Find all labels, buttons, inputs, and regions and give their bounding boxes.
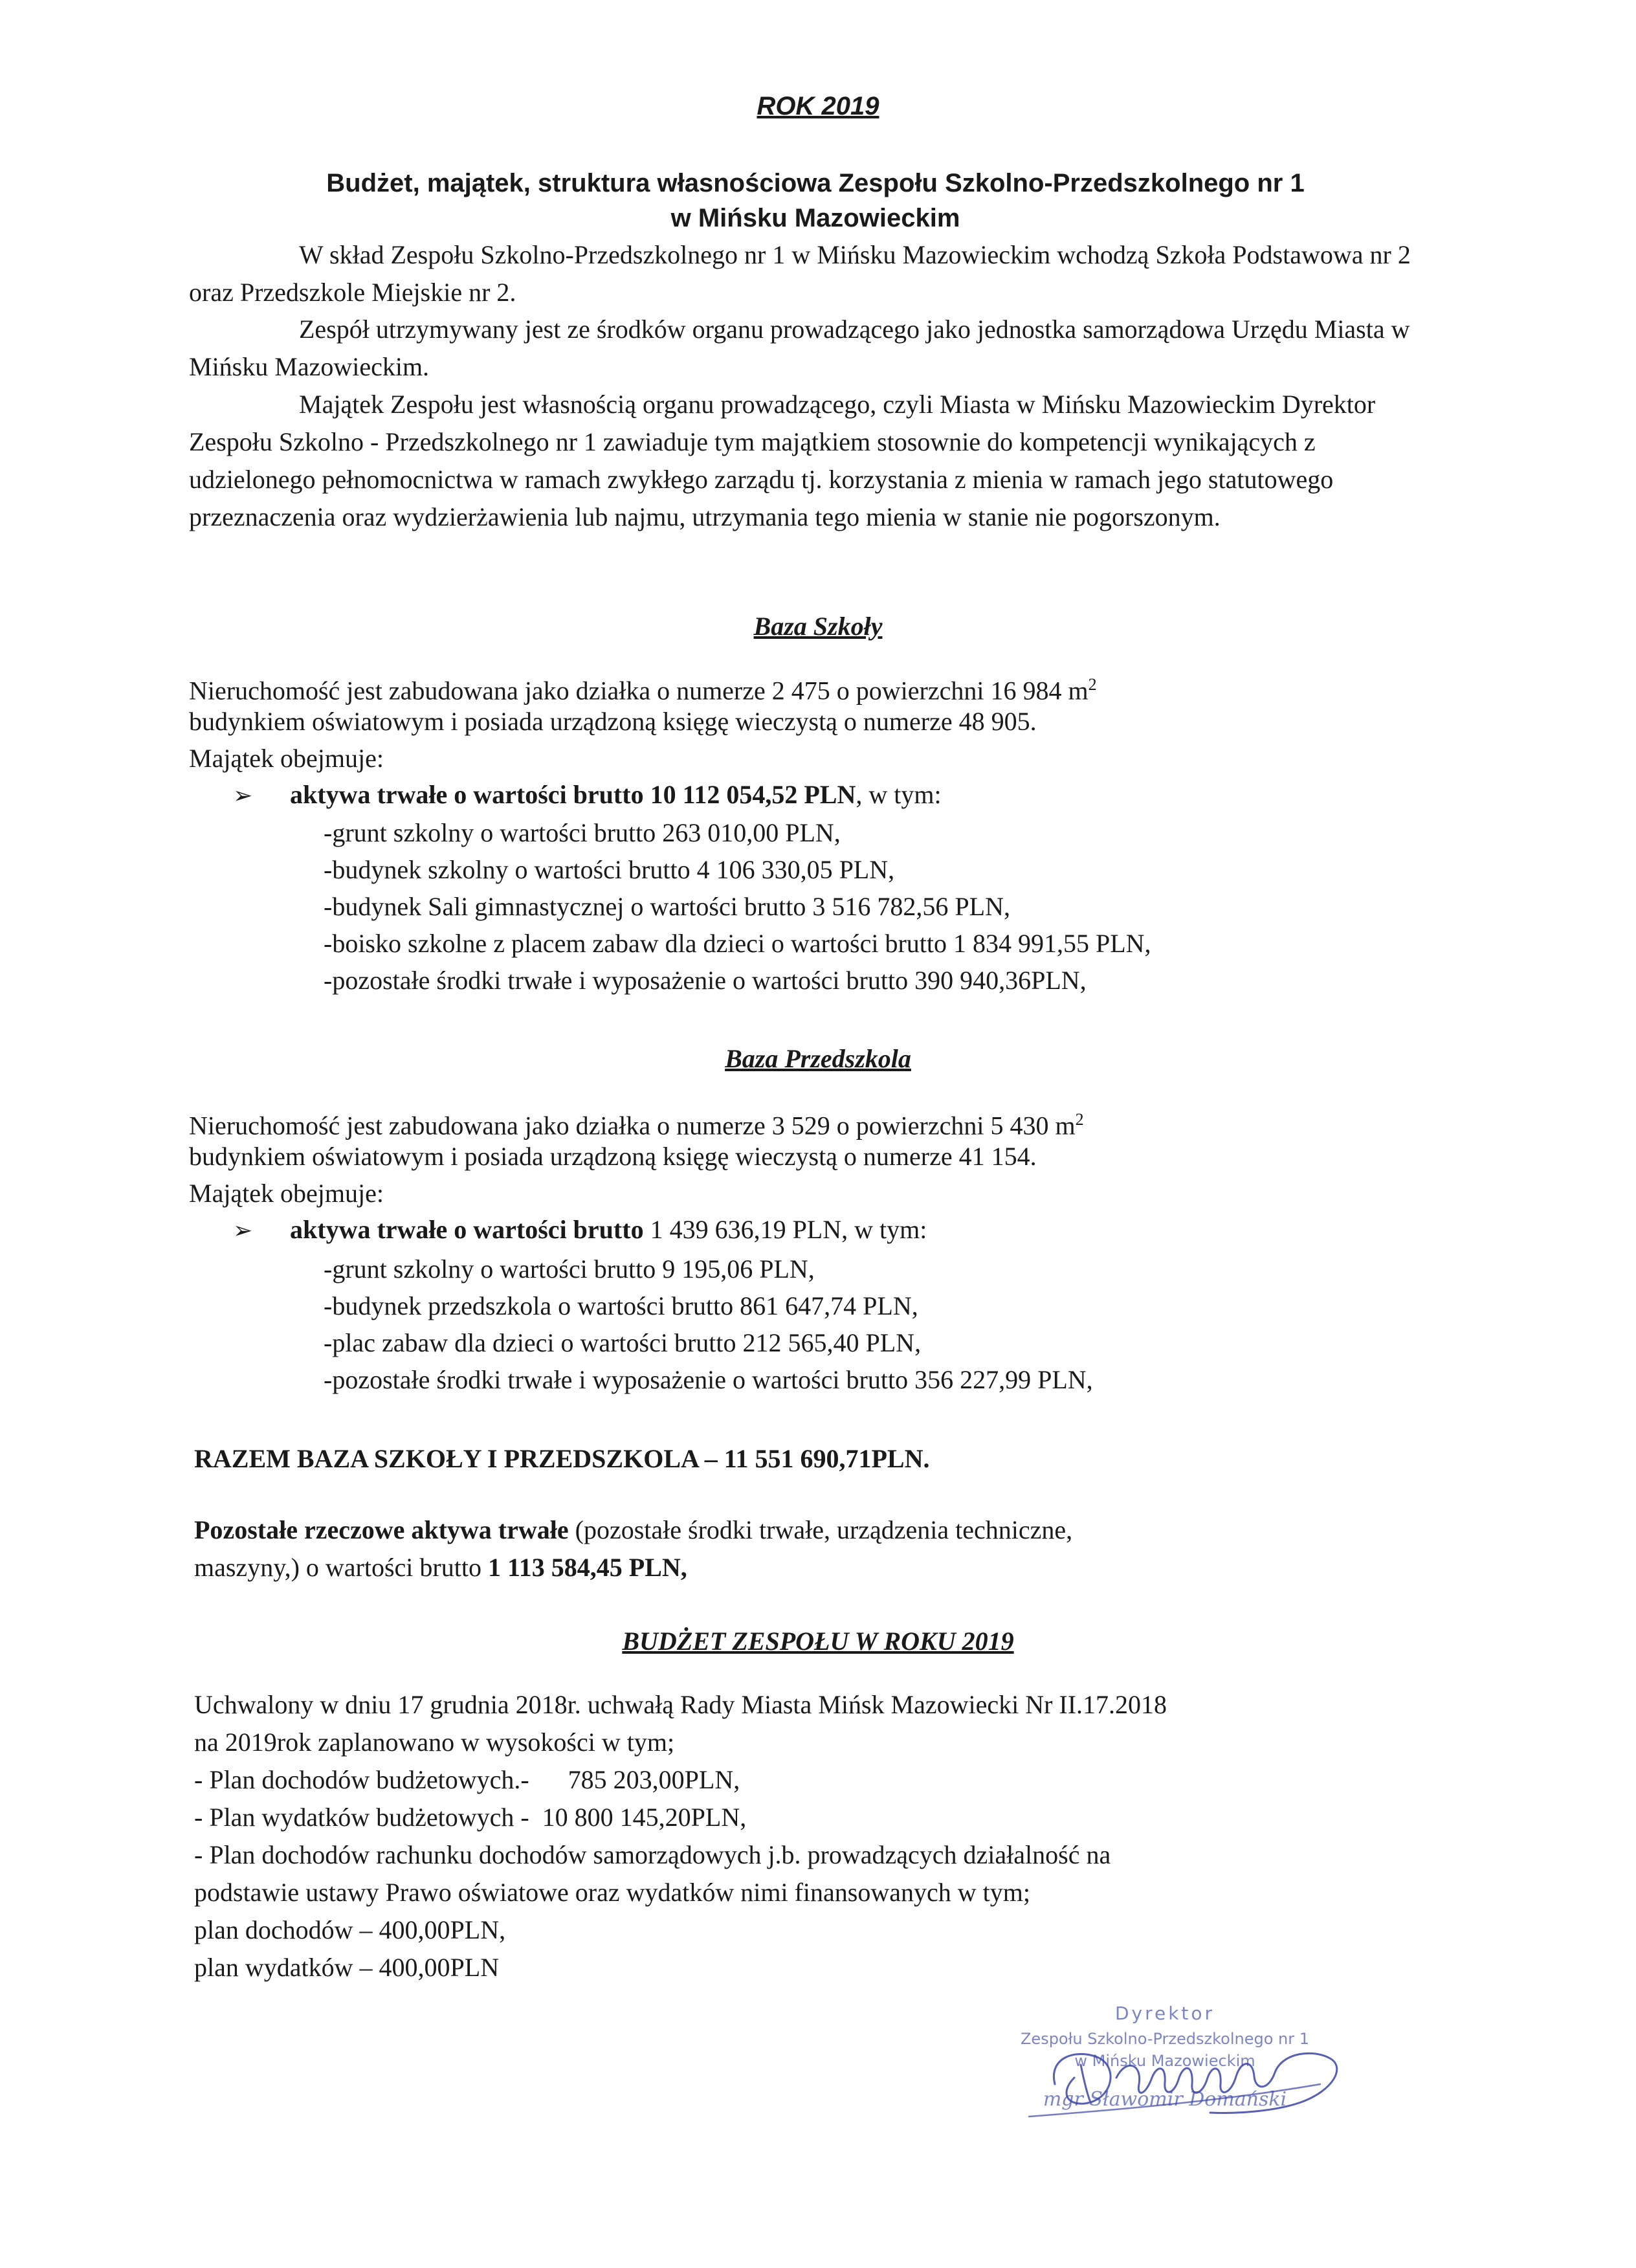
school-fixed-assets-suffix: , w tym: xyxy=(856,780,942,809)
budget-line: plan dochodów – 400,00PLN, xyxy=(194,1915,506,1944)
other-assets-value-label: maszyny,) o wartości brutto xyxy=(194,1553,488,1582)
preschool-assets-list xyxy=(324,1251,1093,1398)
school-plot-text: Nieruchomość jest zabudowana jako działka o numerze 2 475 o powierzchni 16 984 m xyxy=(189,676,1089,706)
stamp-title: Dyrektor xyxy=(1114,2003,1215,2024)
budget-line: podstawie ustawy Prawo oświatowe oraz wydatków nimi finansowanych w tym; xyxy=(194,1878,1030,1907)
school-plot-description xyxy=(189,667,1097,709)
director-stamp xyxy=(951,1987,1378,2136)
handwritten-signature-icon xyxy=(951,1987,1378,2136)
budget-line: plan wydatków – 400,00PLN xyxy=(194,1953,500,1982)
list-item: -plac zabaw dla dzieci o wartości brutto 212 565,40 PLN, xyxy=(324,1328,922,1357)
other-assets-value: 1 113 584,45 PLN, xyxy=(487,1553,687,1582)
school-assets-list xyxy=(324,814,1151,999)
preschool-plot-description xyxy=(189,1102,1084,1144)
intro-paragraph-3: Majątek Zespołu jest własnością organu prowadzącego, czyli Miasta w Mińsku Mazowieckim Dyrektor Zespołu Szkolno - Przedszkolnego nr 1 zawiaduje tym majątkiem stosownie do kompetencji wynikających z udzielonego pełnomocnictwa w ramach zwykłego zarządu tj. korzystania z mienia w ramach jego statutowego przeznaczenia oraz wydzierżawienia lub najmu, utrzymania tego mienia w stanie nie pogorszonym. xyxy=(189,390,1376,531)
other-assets-line-1 xyxy=(194,1512,1072,1548)
other-assets-label: Pozostałe rzeczowe aktywa trwałe xyxy=(194,1515,569,1544)
list-item: -budynek przedszkola o wartości brutto 861 647,74 PLN, xyxy=(324,1291,918,1320)
budget-expense-plan: - Plan wydatków budżetowych - 10 800 145,20PLN, xyxy=(194,1803,747,1832)
stamp-institution: Zespołu Szkolno-Przedszkolnego nr 1 xyxy=(1020,2030,1310,2048)
area-unit-superscript: 2 xyxy=(1075,1110,1084,1129)
preschool-assets-label: Majątek obejmuje: xyxy=(189,1179,384,1208)
preschool-plot-text: Nieruchomość jest zabudowana jako działka o numerze 3 529 o powierzchni 5 430 m xyxy=(189,1111,1076,1140)
list-item: -pozostałe środki trwałe i wyposażenie o wartości brutto 356 227,99 PLN, xyxy=(324,1365,1093,1394)
stamp-location: w Mińsku Mazowieckim xyxy=(1074,2052,1255,2070)
list-item: -grunt szkolny o wartości brutto 263 010,00 PLN, xyxy=(324,818,841,847)
preschool-section-title: Baza Przedszkola xyxy=(725,1044,911,1073)
list-item: -boisko szkolne z placem zabaw dla dzieci o wartości brutto 1 834 991,55 PLN, xyxy=(324,929,1151,958)
school-fixed-assets-value: aktywa trwałe o wartości brutto 10 112 054,52 PLN xyxy=(290,780,856,809)
other-assets-description: (pozostałe środki trwałe, urządzenia techniczne, xyxy=(568,1515,1073,1544)
intro-paragraph-2: Zespół utrzymywany jest ze środków organu prowadzącego jako jednostka samorządowa Urzędu Miasta w Mińsku Mazowieckim. xyxy=(189,315,1410,381)
other-assets-line-2 xyxy=(194,1550,687,1586)
list-item: -budynek szkolny o wartości brutto 4 106 330,05 PLN, xyxy=(324,855,895,884)
arrow-bullet-icon: ➢ xyxy=(233,1217,253,1244)
document-heading-line-1: Budżet, majątek, struktura własnościowa Zespołu Szkolno-Przedszkolnego nr 1 xyxy=(326,169,1305,197)
budget-section-title: BUDŻET ZESPOŁU W ROKU 2019 xyxy=(622,1627,1014,1656)
document-year-title: ROK 2019 xyxy=(757,92,879,120)
total-assets-line: RAZEM BAZA SZKOŁY I PRZEDSZKOLA – 11 551 690,71PLN. xyxy=(194,1444,930,1473)
budget-line: Uchwalony w dniu 17 grudnia 2018r. uchwałą Rady Miasta Mińsk Mazowiecki Nr II.17.2018 xyxy=(194,1690,1167,1719)
preschool-fixed-assets-bullet xyxy=(233,1212,927,1249)
budget-line: na 2019rok zaplanowano w wysokości w tym; xyxy=(194,1728,675,1757)
intro-paragraph-1: W skład Zespołu Szkolno-Przedszkolnego nr 1 w Mińsku Mazowieckim wchodzą Szkoła Podstawowa nr 2 oraz Przedszkole Miejskie nr 2. xyxy=(189,240,1411,307)
area-unit-superscript: 2 xyxy=(1088,675,1097,694)
school-fixed-assets-bullet xyxy=(233,777,942,814)
school-land-register: budynkiem oświatowym i posiada urządzoną księgę wieczystą o numerze 48 905. xyxy=(189,707,1037,736)
preschool-fixed-assets-label: aktywa trwałe o wartości brutto xyxy=(290,1215,644,1244)
budget-line: - Plan dochodów rachunku dochodów samorządowych j.b. prowadzących działalność na xyxy=(194,1840,1111,1869)
budget-income-plan: - Plan dochodów budżetowych.- 785 203,00PLN, xyxy=(194,1765,740,1794)
list-item: -pozostałe środki trwałe i wyposażenie o wartości brutto 390 940,36PLN, xyxy=(324,966,1087,995)
document-heading-line-2: w Mińsku Mazowieckim xyxy=(670,204,960,232)
arrow-bullet-icon: ➢ xyxy=(233,783,253,809)
school-section-title: Baza Szkoły xyxy=(753,612,883,641)
stamp-name: mgr Sławomir Domański xyxy=(1043,2088,1287,2111)
preschool-fixed-assets-value: 1 439 636,19 PLN, w tym: xyxy=(643,1215,927,1244)
list-item: -budynek Sali gimnastycznej o wartości brutto 3 516 782,56 PLN, xyxy=(324,892,1010,921)
list-item: -grunt szkolny o wartości brutto 9 195,06 PLN, xyxy=(324,1254,815,1284)
preschool-land-register: budynkiem oświatowym i posiada urządzoną księgę wieczystą o numerze 41 154. xyxy=(189,1142,1037,1171)
school-assets-label: Majątek obejmuje: xyxy=(189,744,384,773)
